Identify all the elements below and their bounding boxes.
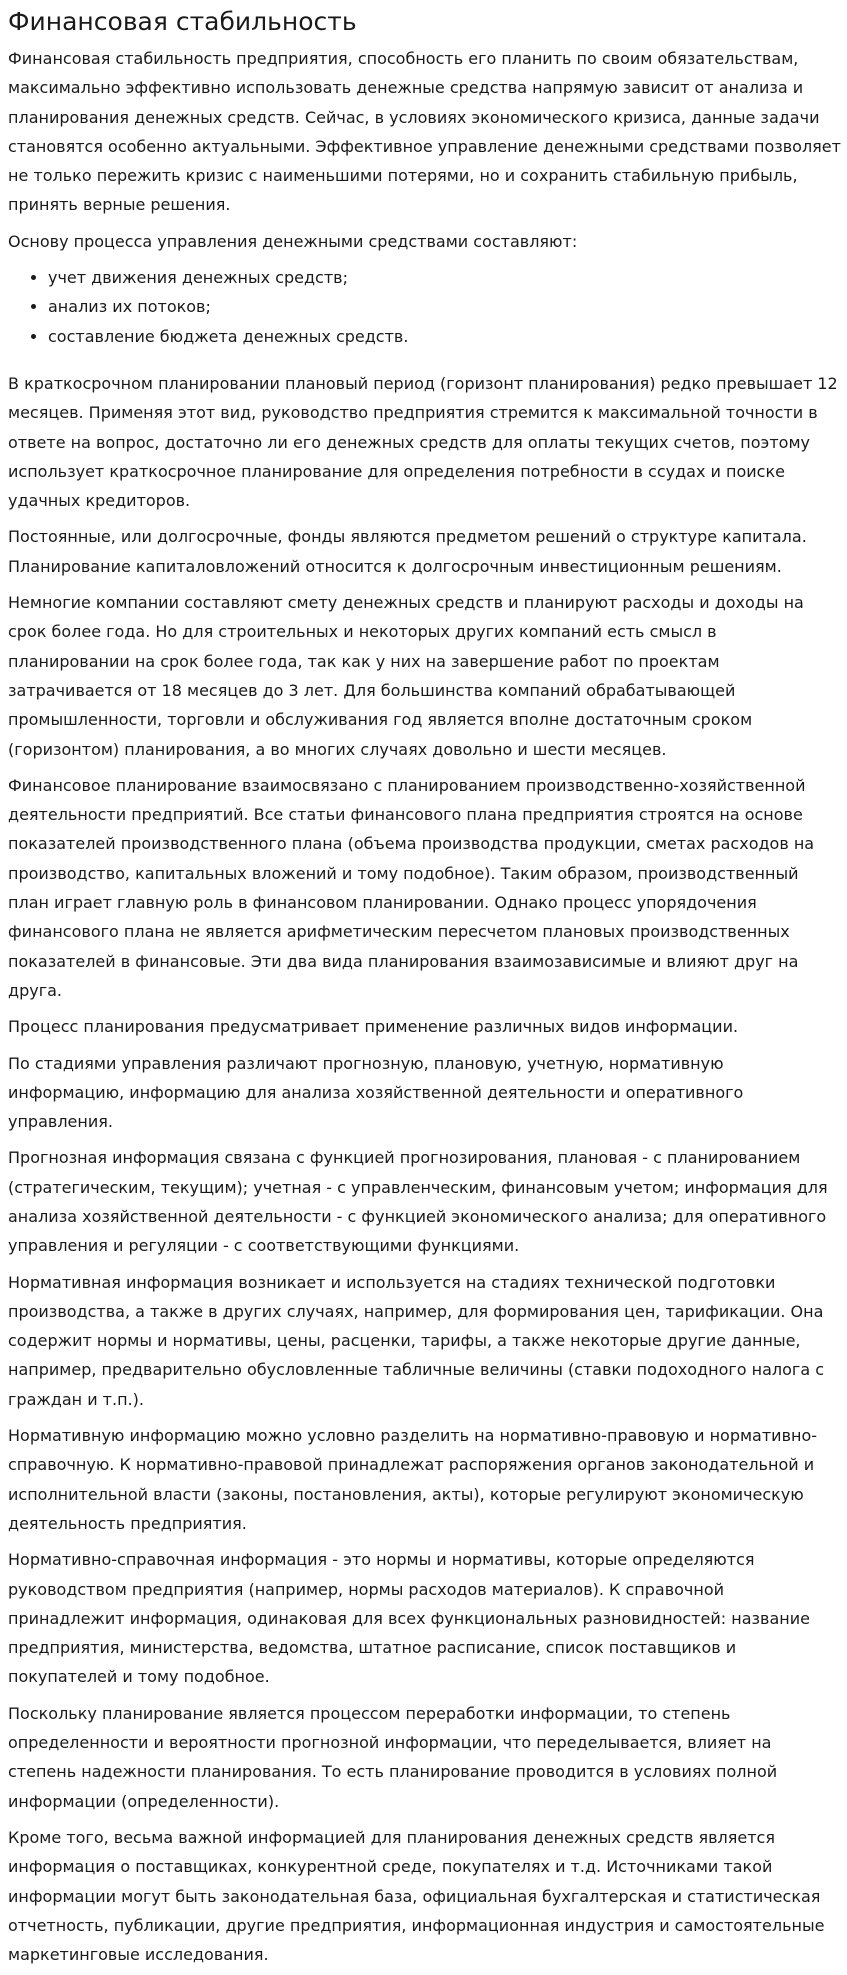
paragraph-management-stages: По стадиями управления различают прогнозную, плановую, учетную, нормативную информацию, информацию для анализа хозяйственной деятельности и оперативного управления. <box>8 1053 744 1132</box>
paragraph-info-types: Процесс планирования предусматривает применение различных видов информации. <box>8 1017 739 1037</box>
page-title: Финансовая стабильность <box>8 7 357 36</box>
paragraph-forecast-info: Прогнозная информация связана с функцией прогнозирования, плановая - с планированием (стратегическим, текущим); учетная - с управленческим, финансовым учетом; информация для анализа хозяйственной деятельности - с функцией экономического анализа; для оперативного управления и регуляции - с соответствующими функциями. <box>8 1148 828 1256</box>
paragraph-basis: Основу процесса управления денежными средствами составляют: <box>8 231 578 251</box>
list-item: • учет движения денежных средств; <box>48 263 841 292</box>
bullet-list <box>8 263 841 351</box>
list-item: • составление бюджета денежных средств. <box>48 322 841 351</box>
paragraph-intro: Финансовая стабильность предприятия, способность его планить по своим обязательствам, максимально эффективно использовать денежные средства напрямую зависит от анализа и планирования денежных средств. Сейчас, в условиях экономического кризиса, данные задачи становятся особенно актуальными. Эффективное управление денежными средствами позволяет не только пережить кризис с наименьшими потерями, но и сохранить стабильную прибыль, принять верные решения. <box>8 49 841 215</box>
list-item: • анализ их потоков; <box>48 292 841 321</box>
paragraph-budget-horizon: Немногие компании составляют смету денежных средств и планируют расходы и доходы на срок более года. Но для строительных и некоторых других компаний есть смысл в планировании на срок более года, так как у них на завершение работ по проектам затрачивается от 18 месяцев до 3 лет. Для большинства компаний обрабатывающей промышленности, торговли и обслуживания год является вполне достаточным сроком (горизонтом) планирования, а во многих случаях довольно и шести месяцев. <box>8 593 804 759</box>
paragraph-certainty: Поскольку планирование является процессом переработки информации, то степень определенности и вероятности прогнозной информации, что переделывается, влияет на степень надежности планирования. То есть планирование проводится в условиях полной информации (определенности). <box>8 1703 778 1811</box>
paragraph-normative-info: Нормативная информация возникает и используется на стадиях технической подготовки производства, а также в других случаях, например, для формирования цен, тарификации. Она содержит нормы и нормативы, цены, расценки, тарифы, а также некоторые другие данные, например, предварительно обусловленные табличные величины (ставки подоходного налога с граждан и т.п.). <box>8 1272 825 1409</box>
paragraph-financial-planning: Финансовое планирование взаимосвязано с планированием производственно-хозяйственной деятельности предприятий. Все статьи финансового плана предприятия строятся на основе показателей производственного плана (объема производства продукции, сметах расходов на производство, капитальных вложений и тому подобное). Таким образом, производственный план играет главную роль в финансовом планировании. Однако процесс упорядочения финансового плана не является арифметическим пересчетом плановых производственных показателей в финансовые. Эти два вида планирования взаимозависимые и влияют друг на друга. <box>8 775 815 1000</box>
paragraph-short-term: В краткосрочном планировании плановый период (горизонт планирования) редко превышает 12 месяцев. Применяя этот вид, руководство предприятия стремится к максимальной точности в ответе на вопрос, достаточно ли его денежных средств для оплаты текущих счетов, поэтому использует краткосрочное планирование для определения потребности в ссудах и поиске удачных кредиторов. <box>8 373 838 511</box>
paragraph-normative-legal: Нормативную информацию можно условно разделить на нормативно-правовую и нормативно-справочную. К нормативно-правовой принадлежат распоряжения органов законодательной и исполнительной власти (законы, постановления, акты), которые регулируют экономическую деятельность предприятия. <box>8 1426 818 1533</box>
paragraph-long-term: Постоянные, или долгосрочные, фонды являются предметом решений о структуре капитала. Планирование капиталовложений относится к долгосрочным инвестиционным решениям. <box>8 527 807 576</box>
paragraph-normative-reference: Нормативно-справочная информация - это нормы и нормативы, которые определяются руководством предприятия (например, нормы расходов материалов). К справочной принадлежит информация, одинаковая для всех функциональных разновидностей: название предприятия, министерства, ведомства, штатное расписание, список поставщиков и покупателей и тому подобное. <box>8 1550 810 1687</box>
paragraph-sources: Кроме того, весьма важной информацией для планирования денежных средств является информация о поставщиках, конкурентной среде, покупателях и т.д. Источниками такой информации могут быть законодательная база, официальная бухгалтерская и статистическая отчетность, публикации, другие предприятия, информационная индустрия и самостоятельные маркетинговые исследования. <box>8 1827 825 1965</box>
